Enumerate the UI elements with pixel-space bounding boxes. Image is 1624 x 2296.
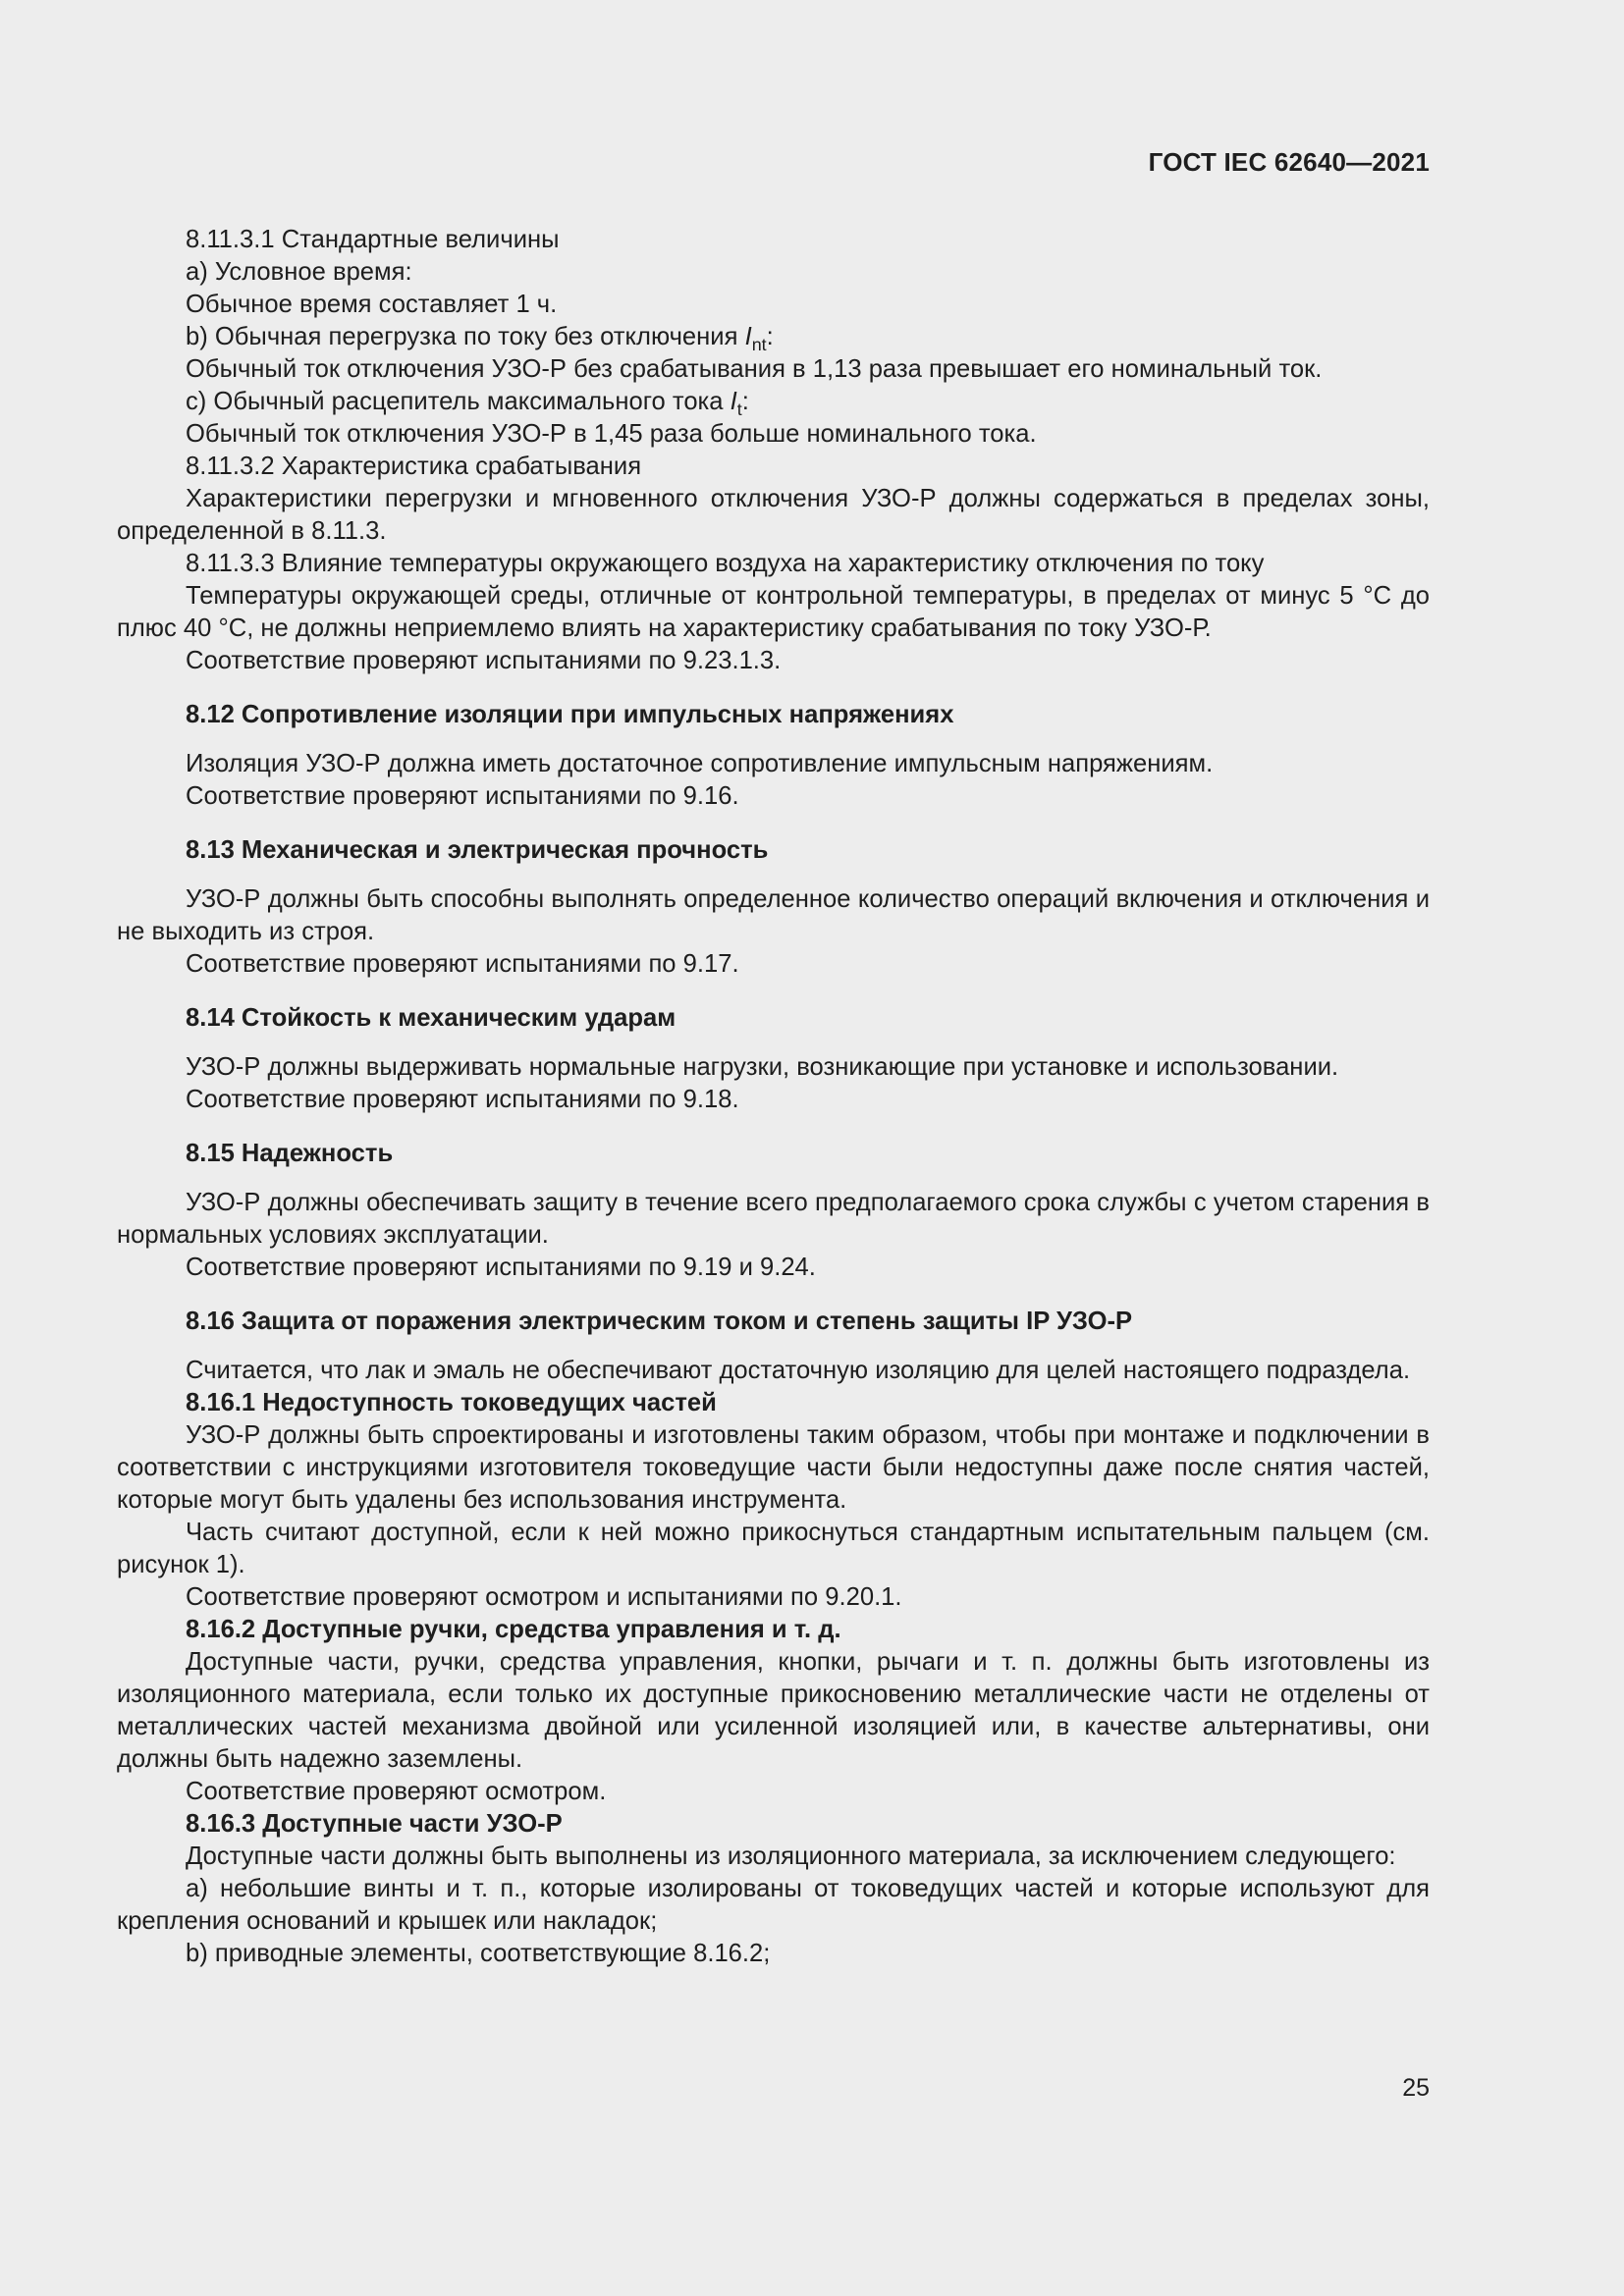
list-item: b) приводные элементы, соответствующие 8.16.2; <box>186 1940 771 1967</box>
document-body <box>117 224 1430 1970</box>
compliance-note: Соответствие проверяют испытаниями по 9.23.1.3. <box>186 647 782 674</box>
paragraph: УЗО-Р должны быть способны выполнять определенное количество операций включения и отключения и не выходить из строя. <box>117 885 1430 945</box>
subsection-title: 8.11.3.2 Характеристика срабатывания <box>186 453 642 480</box>
compliance-note: Соответствие проверяют осмотром. <box>186 1778 607 1805</box>
subsection-heading-8-16-1: 8.16.1 Недоступность токоведущих частей <box>186 1389 717 1416</box>
paragraph: Характеристики перегрузки и мгновенного отключения УЗО-Р должны содержаться в пределах зоны, определенной в 8.11.3. <box>117 485 1430 545</box>
current-symbol: I <box>730 388 737 415</box>
subsection-heading-8-16-3: 8.16.3 Доступные части УЗО-Р <box>186 1810 563 1838</box>
compliance-note: Соответствие проверяют испытаниями по 9.19 и 9.24. <box>186 1254 816 1281</box>
list-item: с) Обычный расцепитель максимального тока $I_t$: <box>186 388 749 419</box>
subsection-title: 8.11.3.3 Влияние температуры окружающего воздуха на характеристику отключения по току <box>186 550 1265 577</box>
paragraph: УЗО-Р должны обеспечивать защиту в течение всего предполагаемого срока службы с учетом старения в нормальных условиях эксплуатации. <box>117 1189 1430 1249</box>
subsection-heading-8-16-2: 8.16.2 Доступные ручки, средства управления и т. д. <box>186 1616 841 1643</box>
compliance-note: Соответствие проверяют испытаниями по 9.18. <box>186 1086 739 1113</box>
compliance-note: Соответствие проверяют испытаниями по 9.16. <box>186 782 739 810</box>
section-heading-8-14: 8.14 Стойкость к механическим ударам <box>186 1004 677 1032</box>
current-subscript: nt <box>751 335 767 354</box>
paragraph: 8.11.3.1 Стандартные величины <box>186 226 560 253</box>
section-heading-8-16: 8.16 Защита от поражения электрическим током и степень защиты IP УЗО-Р <box>186 1308 1133 1335</box>
document-header: ГОСТ IEC 62640—2021 <box>1148 147 1430 177</box>
compliance-note: Соответствие проверяют испытаниями по 9.17. <box>186 950 739 978</box>
paragraph: Температуры окружающей среды, отличные от контрольной температуры, в пределах от минус 5 °С до плюс 40 °С, не должны неприемлемо влиять на характеристику срабатывания по току УЗО-Р. <box>117 582 1430 642</box>
page-number: 25 <box>1402 2074 1430 2102</box>
paragraph: УЗО-Р должны выдерживать нормальные нагрузки, возникающие при установке и использовании. <box>186 1053 1339 1081</box>
paragraph: УЗО-Р должны быть спроектированы и изготовлены таким образом, чтобы при монтаже и подключении в соответствии с инструкциями изготовителя токоведущие части были недоступны даже после снятия частей, которые могут быть удалены без использования инструмента. <box>117 1421 1430 1514</box>
paragraph: Считается, что лак и эмаль не обеспечивают достаточную изоляцию для целей настоящего подраздела. <box>186 1357 1411 1384</box>
list-item: а) небольшие винты и т. п., которые изолированы от токоведущих частей и которые используют для крепления оснований и крышек или накладок; <box>117 1875 1430 1935</box>
current-subscript: t <box>736 400 742 419</box>
list-item: а) Условное время: <box>186 258 412 286</box>
paragraph: Доступные части должны быть выполнены из изоляционного материала, за исключением следующего: <box>186 1842 1396 1870</box>
list-item: b) Обычная перегрузка по току без отключения $I_{nt}$: <box>186 323 774 354</box>
paragraph: Изоляция УЗО-Р должна иметь достаточное сопротивление импульсным напряжениям. <box>186 750 1214 777</box>
paragraph: Обычное время составляет 1 ч. <box>186 291 558 318</box>
paragraph: Часть считают доступной, если к ней можно прикоснуться стандартным испытательным пальцем (см. рисунок 1). <box>117 1519 1430 1578</box>
section-heading-8-15: 8.15 Надежность <box>186 1140 394 1167</box>
paragraph: Доступные части, ручки, средства управления, кнопки, рычаги и т. п. должны быть изготовлены из изоляционного материала, если только их доступные прикосновению металлические части не отделены от металлических частей механизма двойной или усиленной изоляцией или, в качестве альтернативы, они должны быть надежно заземлены. <box>117 1648 1430 1773</box>
paragraph: Обычный ток отключения УЗО-Р в 1,45 раза больше номинального тока. <box>186 420 1037 448</box>
compliance-note: Соответствие проверяют осмотром и испытаниями по 9.20.1. <box>186 1583 902 1611</box>
current-symbol: I <box>744 323 752 350</box>
section-heading-8-13: 8.13 Механическая и электрическая прочность <box>186 836 769 864</box>
section-heading-8-12: 8.12 Сопротивление изоляции при импульсных напряжениях <box>186 701 954 728</box>
paragraph: Обычный ток отключения УЗО-Р без срабатывания в 1,13 раза превышает его номинальный ток. <box>186 355 1323 383</box>
